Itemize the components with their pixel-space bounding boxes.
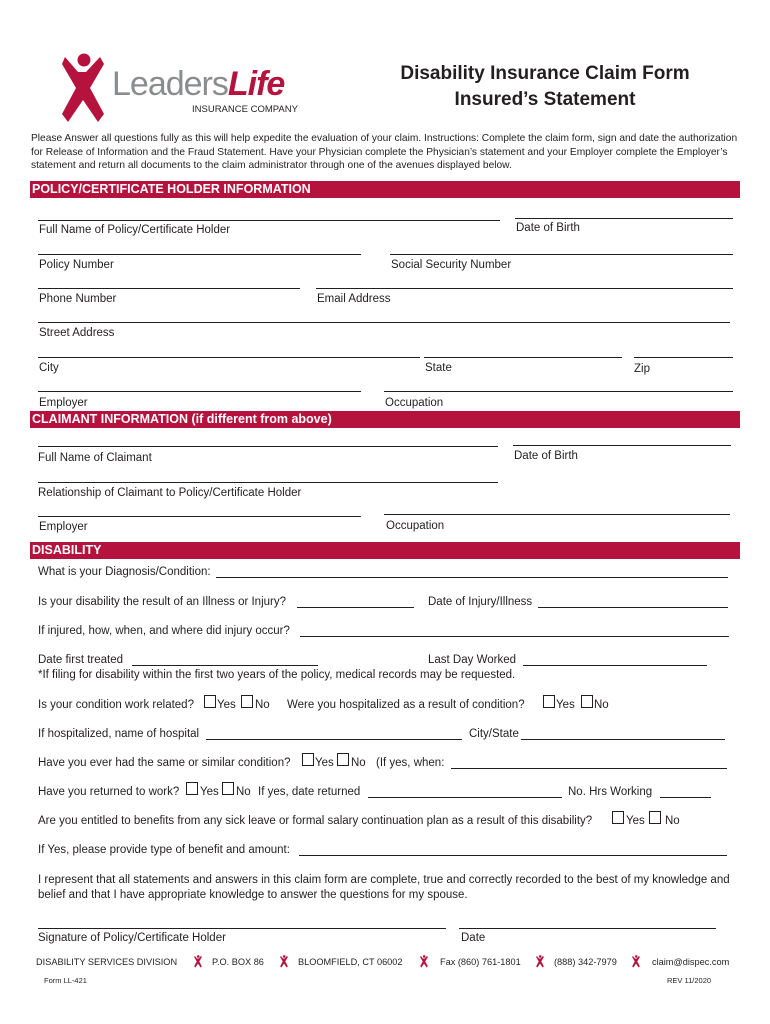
same-condition-yes-checkbox[interactable] (302, 753, 314, 766)
x-person-icon (192, 955, 204, 968)
benefit-type-field[interactable] (299, 855, 727, 856)
hospital-name-label: If hospitalized, name of hospital (38, 728, 200, 740)
claimant-name-field[interactable] (38, 446, 498, 447)
relationship-field[interactable] (38, 482, 498, 483)
injury-how-label: If injured, how, when, and where did injury occur? (38, 625, 290, 637)
hospitalized-yes-label: Yes (556, 699, 575, 711)
benefits-yes-checkbox[interactable] (612, 811, 624, 824)
occupation-label: Occupation (385, 397, 444, 409)
city-state-label: City/State (469, 728, 519, 740)
returned-yes-label: Yes (200, 786, 219, 798)
city-label: City (39, 362, 59, 374)
claimant-occupation-label: Occupation (386, 520, 445, 532)
date-first-treated-label: Date first treated (38, 654, 124, 666)
logo-brand-bold: Life (227, 65, 285, 103)
city-state-field[interactable] (521, 739, 725, 740)
state-label: State (425, 362, 452, 374)
hrs-working-label: No. Hrs Working (568, 786, 653, 798)
x-person-icon (630, 955, 642, 968)
benefits-no-label: No (665, 815, 680, 827)
full-name-label: Full Name of Policy/Certificate Holder (39, 224, 231, 236)
instructions: Please Answer all questions fully as this will help expedite the evaluation of your claim. Instructions: Complete the claim form, sign and date the authorization for Release of Information and the Fraud Statement. Have your Physician complete the Physician’s statement and your Employer complete the Employer’s statement and return all documents to the claim administrator through one of the avenues displayed below. (31, 133, 738, 171)
illness-injury-field[interactable] (297, 607, 414, 608)
illness-injury-label: Is your disability the result of an Illness or Injury? (38, 596, 287, 608)
hospitalized-yes-checkbox[interactable] (543, 695, 555, 708)
certification-statement: I represent that all statements and answers in this claim form are complete, true and correctly recorded to the best of my knowledge and belief and that I have appropriate knowledge to answer the questions for my spouse. (38, 874, 730, 901)
logo-subtitle: INSURANCE COMPANY (192, 104, 298, 115)
date-first-treated-field[interactable] (132, 665, 318, 666)
same-condition-yes-label: Yes (315, 757, 334, 769)
work-related-yes-label: Yes (217, 699, 236, 711)
work-related-label: Is your condition work related? (38, 699, 194, 711)
benefits-yes-label: Yes (626, 815, 645, 827)
relationship-label: Relationship of Claimant to Policy/Certificate Holder (38, 487, 302, 499)
ssn-field[interactable] (390, 254, 733, 255)
occupation-field[interactable] (384, 391, 733, 392)
phone-field[interactable] (38, 288, 300, 289)
returned-no-checkbox[interactable] (222, 782, 234, 795)
dob-field[interactable] (515, 218, 733, 219)
returned-no-label: No (236, 786, 251, 798)
if-yes-when-label: (If yes, when: (376, 757, 445, 769)
injury-how-field[interactable] (300, 636, 729, 637)
phone-label: Phone Number (39, 293, 117, 305)
claimant-employer-field[interactable] (38, 516, 361, 517)
footer-email: claim@dispec.com (652, 957, 730, 967)
benefit-type-label: If Yes, please provide type of benefit and amount: (38, 844, 290, 856)
same-condition-no-checkbox[interactable] (337, 753, 349, 766)
claimant-dob-label: Date of Birth (514, 450, 578, 462)
section-policy-header: POLICY/CERTIFICATE HOLDER INFORMATION (30, 181, 740, 198)
x-person-icon (418, 955, 430, 968)
last-day-worked-field[interactable] (523, 665, 707, 666)
last-day-worked-label: Last Day Worked (428, 654, 516, 666)
work-related-no-checkbox[interactable] (241, 695, 253, 708)
x-person-icon (60, 52, 106, 124)
claimant-employer-label: Employer (39, 521, 88, 533)
ssn-label: Social Security Number (391, 259, 512, 271)
hospital-name-field[interactable] (206, 739, 462, 740)
hospitalized-no-label: No (594, 699, 609, 711)
zip-field[interactable] (634, 357, 733, 358)
if-yes-when-field[interactable] (451, 768, 727, 769)
hospitalized-no-checkbox[interactable] (581, 695, 593, 708)
policy-number-field[interactable] (38, 254, 361, 255)
same-condition-label: Have you ever had the same or similar condition? (38, 757, 291, 769)
records-note: *If filing for disability within the first two years of the policy, medical records may be requested. (38, 669, 516, 681)
work-related-yes-checkbox[interactable] (204, 695, 216, 708)
street-label: Street Address (39, 327, 115, 339)
x-person-icon (534, 955, 546, 968)
street-field[interactable] (38, 322, 730, 323)
section-claimant-header: CLAIMANT INFORMATION (if different from above) (30, 411, 740, 428)
state-field[interactable] (424, 357, 622, 358)
full-name-field[interactable] (38, 220, 500, 221)
revision: REV 11/2020 (667, 976, 712, 985)
form-title: Disability Insurance Claim Form (400, 63, 690, 84)
diagnosis-label: What is your Diagnosis/Condition: (38, 566, 211, 578)
footer-phone: (888) 342-7979 (554, 957, 617, 967)
employer-field[interactable] (38, 391, 361, 392)
claimant-dob-field[interactable] (513, 445, 731, 446)
signature-label: Signature of Policy/Certificate Holder (38, 932, 226, 944)
date-injury-field[interactable] (538, 607, 728, 608)
email-label: Email Address (317, 293, 391, 305)
returned-yes-checkbox[interactable] (186, 782, 198, 795)
form-subtitle: Insured’s Statement (454, 89, 636, 110)
email-field[interactable] (316, 288, 733, 289)
date-field[interactable] (459, 928, 716, 929)
zip-label: Zip (634, 363, 650, 375)
form-number: Form LL-421 (44, 976, 87, 985)
city-field[interactable] (38, 357, 420, 358)
claimant-name-label: Full Name of Claimant (38, 452, 152, 464)
employer-label: Employer (39, 397, 88, 409)
footer-fax: Fax (860) 761-1801 (440, 957, 521, 967)
benefits-label: Are you entitled to benefits from any sick leave or formal salary continuation plan as a result of this disability? (38, 815, 593, 827)
signature-field[interactable] (38, 928, 446, 929)
same-condition-no-label: No (351, 757, 366, 769)
date-returned-field[interactable] (368, 797, 562, 798)
hrs-working-field[interactable] (660, 797, 711, 798)
date-label: Date (461, 932, 486, 944)
policy-number-label: Policy Number (39, 259, 114, 271)
date-injury-label: Date of Injury/Illness (428, 596, 533, 608)
benefits-no-checkbox[interactable] (649, 811, 661, 824)
x-person-icon (278, 955, 290, 968)
claimant-occupation-field[interactable] (384, 514, 730, 515)
hospitalized-label: Were you hospitalized as a result of condition? (287, 699, 525, 711)
logo-brand-light: Leaders (112, 65, 228, 103)
returned-label: Have you returned to work? (38, 786, 180, 798)
work-related-no-label: No (255, 699, 270, 711)
footer-po-box: P.O. BOX 86 (212, 957, 264, 967)
if-yes-date-label: If yes, date returned (258, 786, 361, 798)
footer-city: BLOOMFIELD, CT 06002 (298, 957, 403, 967)
section-disability-header: DISABILITY (30, 542, 740, 559)
footer-division: DISABILITY SERVICES DIVISION (36, 957, 178, 967)
dob-label: Date of Birth (516, 222, 580, 234)
diagnosis-field[interactable] (216, 577, 728, 578)
